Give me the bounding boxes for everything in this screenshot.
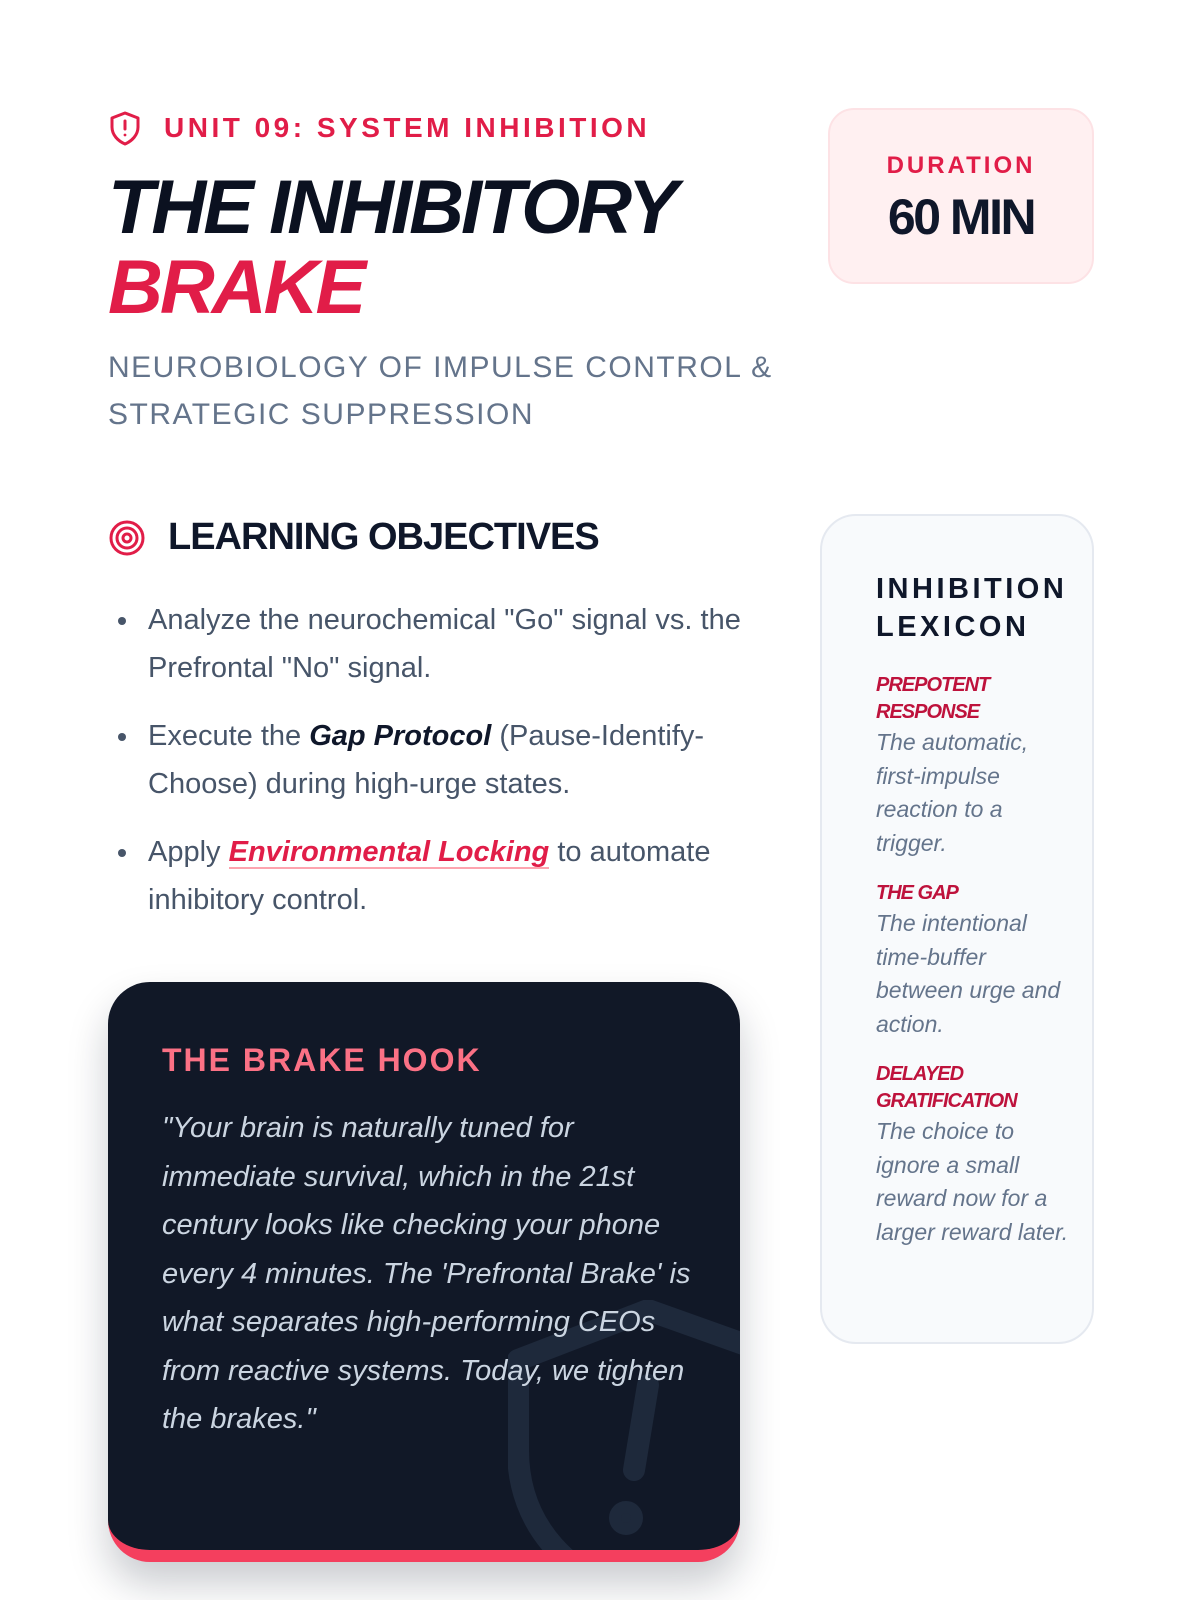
lexicon-definition: The choice to ignore a small reward now for a larger reward later.	[876, 1118, 1069, 1245]
unit-label: UNIT 09: SYSTEM INHIBITION	[164, 112, 651, 143]
title-line-1: THE INHIBITORY	[108, 165, 676, 250]
objectives-title: LEARNING OBJECTIVES	[168, 516, 599, 558]
lexicon-term: DELAYED GRATIFICATION	[876, 1063, 1017, 1112]
lexicon-term: PREPOTENT RESPONSE	[876, 674, 990, 723]
lexicon-term: THE GAP	[876, 882, 958, 904]
objectives-list	[118, 596, 758, 944]
hook-quote: "Your brain is naturally tuned for immediate survival, which in the 21st century looks like checking your phone every 4 minutes. The 'Prefrontal Brake' is what separates high-performing CEOs from reactive systems. Today, we tighten the brakes."	[162, 1112, 691, 1435]
duration-card	[828, 108, 1094, 284]
lexicon-title: INHIBITION LEXICON	[876, 573, 1068, 643]
page-title	[108, 165, 676, 330]
shield-alert-icon	[108, 110, 142, 146]
objective-text-after: (Pause-Identify-Choose) during high-urge states.	[148, 720, 705, 800]
objective-text-after: to automate inhibitory control.	[148, 836, 711, 916]
objective-text-before: Execute the	[148, 720, 310, 752]
hook-title: THE BRAKE HOOK	[162, 1042, 482, 1078]
unit-header	[108, 110, 650, 146]
lexicon-item	[876, 672, 1076, 860]
page-subtitle: NEUROBIOLOGY OF IMPULSE CONTROL & STRATEGIC SUPPRESSION	[108, 351, 773, 431]
lexicon-item	[876, 1061, 1076, 1249]
target-icon	[108, 519, 146, 557]
brake-hook-card	[108, 982, 740, 1562]
lexicon-definition: The automatic, first-impulse reaction to a trigger.	[876, 729, 1029, 856]
lexicon-item	[876, 880, 1076, 1041]
objective-item	[118, 828, 758, 924]
objective-emphasis-gap-protocol: Gap Protocol	[309, 720, 492, 752]
objective-text: Analyze the neurochemical "Go" signal vs. the Prefrontal "No" signal.	[148, 604, 741, 684]
environmental-locking-link[interactable]: Environmental Locking	[228, 836, 550, 868]
title-line-2: BRAKE	[108, 245, 364, 330]
objectives-header	[108, 516, 599, 559]
lexicon-definition: The intentional time-buffer between urge and action.	[876, 910, 1061, 1037]
lexicon-list	[876, 672, 1076, 1269]
objective-item	[118, 596, 758, 692]
duration-label: DURATION	[886, 152, 1036, 179]
objective-text-before: Apply	[148, 836, 229, 868]
objective-item	[118, 712, 758, 808]
lexicon-card	[820, 514, 1094, 1344]
duration-value: 60 MIN	[887, 189, 1035, 245]
